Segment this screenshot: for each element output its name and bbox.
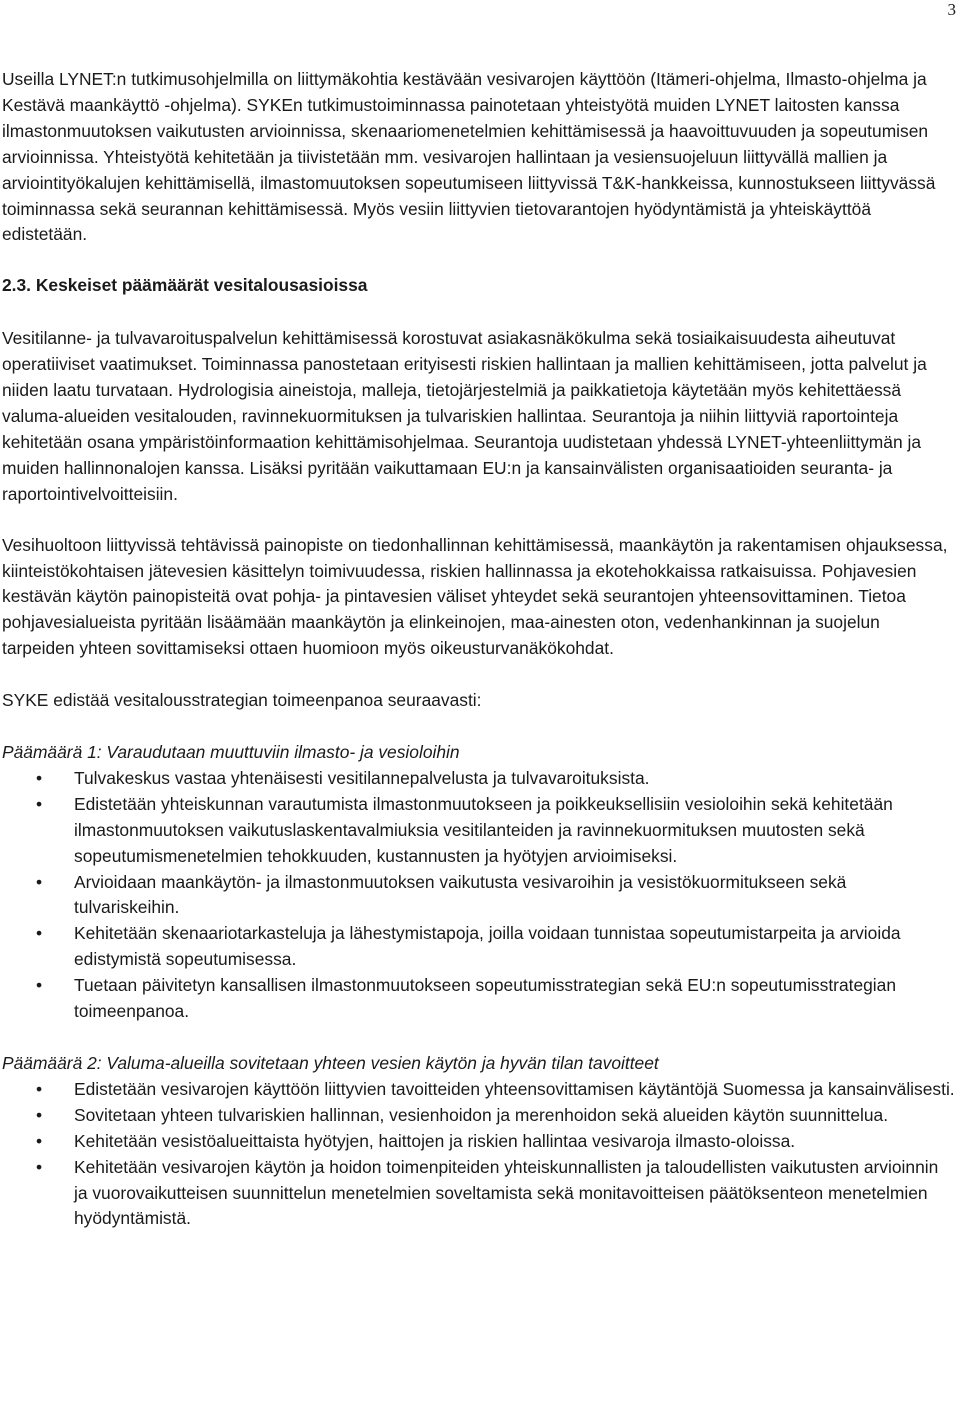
document-body: [2, 67, 956, 1232]
paragraph-lynet-research: Useilla LYNET:n tutkimusohjelmilla on liittymäkohtia kestävään vesivarojen käyttöön (Itämeri-ohjelma, Ilmasto-ohjelma ja Kestävä maankäyttö -ohjelma). SYKEn tutkimustoiminnassa painotetaan yhteistyötä muiden LYNET laitosten kanssa ilmastonmuutoksen vaikutusten arvioinnissa, skenaariomenetelmien kehittämisessä ja haavoittuvuuden ja sopeutumisen arvioinnissa. Yhteistyötä kehitetään ja tiivistetään mm. vesivarojen hallintaan ja vesiensuojeluun liittyvällä mallien ja arviointityökalujen kehittämisellä, ilmastomuutoksen sopeutumiseen liittyvissä T&K-hankkeissa, kunnostukseen liittyvässä toiminnassa sekä seurannan kehittämisessä. Myös vesiin liittyvien tietovarantojen hyödyntämistä ja yhteiskäyttöä edistetään.: [2, 69, 936, 245]
list-item: • Edistetään vesivarojen käyttöön liittyvien tavoitteiden yhteensovittamisen käytäntöjä Suomessa ja kansainvälisesti.: [2, 1077, 956, 1103]
list-item: • Kehitetään skenaariotarkasteluja ja lähestymistapoja, joilla voidaan tunnistaa sopeutumistarpeita ja arvioida edistymistä sopeutumisessa.: [2, 921, 956, 973]
goal-1-title: Päämäärä 1: Varaudutaan muuttuviin ilmasto- ja vesioloihin: [2, 742, 460, 763]
list-item: • Kehitetään vesistöalueittaista hyötyjen, haittojen ja riskien hallintaa vesivaroja ilmasto-oloissa.: [2, 1129, 956, 1155]
list-item: • Kehitetään vesivarojen käytön ja hoidon toimenpiteiden yhteiskunnallisten ja taloudellisten vaikutusten arvioinnin ja vuorovaikutteisen suunnittelun menetelmien soveltamista sekä monitavoitteisen päätöksenteon menetelmien hyödyntämistä.: [2, 1155, 956, 1233]
goal-1-list: [2, 766, 956, 1025]
section-heading: 2.3. Keskeiset päämäärät vesitalousasioissa: [2, 275, 368, 296]
paragraph-water-supply: Vesihuoltoon liittyvissä tehtävissä painopiste on tiedonhallinnan kehittämisessä, maankäytön ja rakentamisen ohjauksessa, kiinteistökohtaisen jätevesien käsittelyn toimivuudessa, riskien hallinnassa ja ekotehokkaissa ratkaisuissa. Pohjavesien kestävän käytön painopisteitä ovat pohja- ja pintavesien väliset yhteydet sekä seurantojen yhteensovittaminen. Tietoa pohjavesialueista pyritään lisäämään maankäytön ja elinkeinojen, maa-ainesten oton, vedenhankinnan ja suojelun tarpeiden yhteen sovittamiseksi ottaen huomioon myös oikeusturvanäkökohdat.: [2, 534, 948, 659]
paragraph-strategy-intro: SYKE edistää vesitalousstrategian toimeenpanoa seuraavasti:: [2, 690, 482, 711]
list-item: • Edistetään yhteiskunnan varautumista ilmastonmuutokseen ja poikkeuksellisiin vesioloihin sekä kehitetään ilmastonmuutoksen vaikutuslaskentavalmiuksia vesitilanteiden ja ravinnekuormituksen muutosten sekä sopeutumismenetelmien tehokkuuden, kustannusten ja hyötyjen arvioimiseksi.: [2, 792, 956, 870]
goal-2-list: [2, 1077, 956, 1232]
list-item: • Tulvakeskus vastaa yhtenäisesti vesitilannepalvelusta ja tulvavaroituksista.: [2, 766, 956, 792]
list-item: • Tuetaan päivitetyn kansallisen ilmastonmuutokseen sopeutumisstrategian sekä EU:n sopeutumisstrategian toimeenpanoa.: [2, 973, 956, 1025]
goal-2-title: Päämäärä 2: Valuma-alueilla sovitetaan yhteen vesien käytön ja hyvän tilan tavoitteet: [2, 1053, 659, 1073]
list-item: • Arvioidaan maankäytön- ja ilmastonmuutoksen vaikutusta vesivaroihin ja vesistökuormitukseen sekä tulvariskeihin.: [2, 870, 956, 922]
page-number: 3: [947, 0, 956, 19]
paragraph-water-services: Vesitilanne- ja tulvavaroituspalvelun kehittämisessä korostuvat asiakasnäkökulma sekä tosiaikaisuudesta aiheutuvat operatiiviset vaatimukset. Toiminnassa panostetaan erityisesti riskien hallintaan ja mallien kehittämiseen, jotta palvelut ja niiden laatu turvataan. Hydrologisia aineistoja, malleja, tietojärjestelmiä ja paikkatietoja käytetään myös kehitettäessä valuma-alueiden vesitalouden, ravinnekuormituksen ja tulvariskien hallintaa. Seurantoja ja niihin liittyviä raportointeja kehitetään osana ympäristöinformaation kehittämisohjelmaa. Seurantoja uudistetaan yhdessä LYNET-yhteenliittymän ja muiden hallinnonalojen kanssa. Lisäksi pyritään vaikuttamaan EU:n ja kansainvälisten organisaatioiden seuranta- ja raportointivelvoitteisiin.: [2, 328, 927, 504]
list-item: • Sovitetaan yhteen tulvariskien hallinnan, vesienhoidon ja merenhoidon sekä alueiden käytön suunnittelua.: [2, 1103, 956, 1129]
